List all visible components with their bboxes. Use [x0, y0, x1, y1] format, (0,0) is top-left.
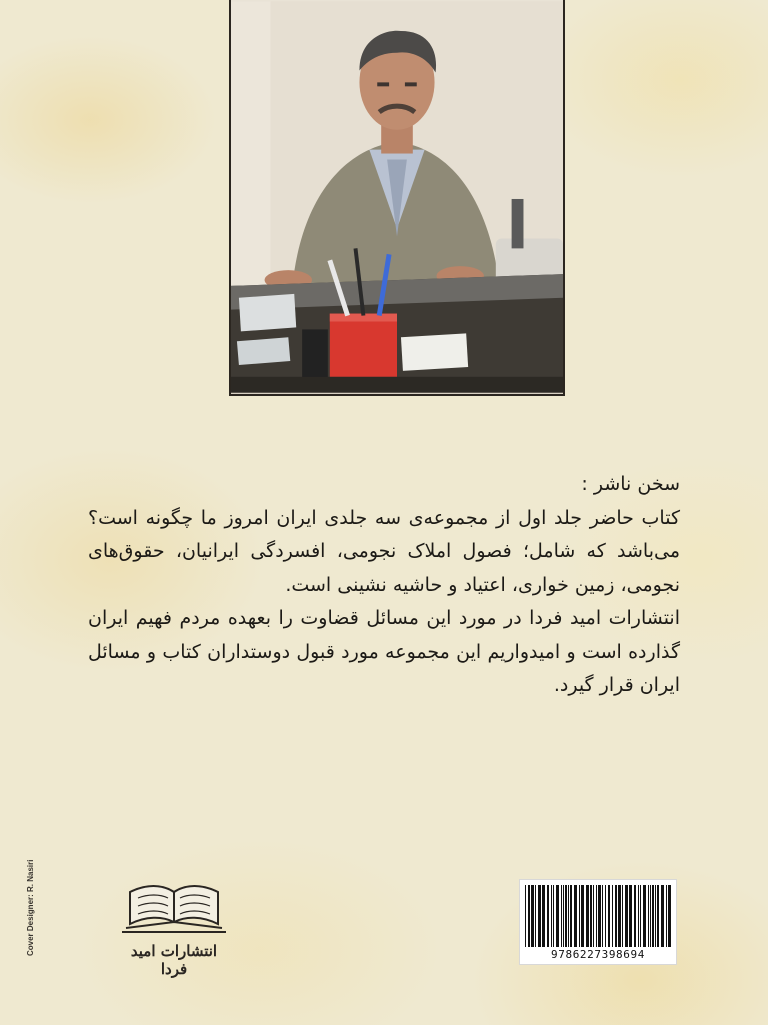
open-book-icon	[118, 876, 230, 936]
barcode-bar	[568, 885, 569, 947]
barcode-bar	[598, 885, 601, 947]
barcode-bar	[565, 885, 567, 947]
barcode-bar	[556, 885, 559, 947]
barcode-bar	[528, 885, 530, 947]
barcode-bar	[542, 885, 545, 947]
barcode-bar	[618, 885, 621, 947]
isbn-barcode	[519, 879, 677, 965]
barcode-bar	[590, 885, 592, 947]
barcode-bar	[563, 885, 564, 947]
barcode-bar	[581, 885, 584, 947]
barcode-bar	[640, 885, 641, 947]
cover-designer-credit: Cover Designer: R. Nasiri	[26, 859, 35, 956]
isbn-number: 9786227398694	[551, 948, 645, 961]
barcode-bar	[655, 885, 656, 947]
barcode-bar	[561, 885, 562, 947]
barcode-bar	[643, 885, 646, 947]
barcode-bar	[625, 885, 628, 947]
barcode-bar	[650, 885, 651, 947]
barcode-bar	[570, 885, 572, 947]
barcode-bar	[551, 885, 552, 947]
barcode-bar	[574, 885, 577, 947]
barcode-bar	[661, 885, 664, 947]
barcode-bar	[629, 885, 632, 947]
barcode-bar	[634, 885, 636, 947]
barcode-bar	[553, 885, 554, 947]
author-photo	[229, 0, 565, 396]
barcode-bar	[605, 885, 606, 947]
barcode-bar	[596, 885, 597, 947]
author-photo-illustration	[231, 0, 563, 394]
publisher-note	[88, 468, 680, 703]
barcode-bar	[612, 885, 613, 947]
barcode-bar	[531, 885, 534, 947]
barcode-bar	[547, 885, 549, 947]
publisher-logo	[118, 876, 230, 978]
barcode-bar	[666, 885, 667, 947]
barcode-bar	[525, 885, 526, 947]
barcode-bar	[615, 885, 617, 947]
barcode-bar	[602, 885, 603, 947]
barcode-bar	[668, 885, 671, 947]
publisher-name: انتشارات امید فردا	[130, 942, 218, 978]
barcode-bar	[652, 885, 654, 947]
barcode-bar	[657, 885, 659, 947]
barcode-bar	[622, 885, 623, 947]
barcode-bar	[648, 885, 649, 947]
publisher-note-heading: سخن ناشر :	[581, 473, 680, 495]
barcode-bar	[638, 885, 639, 947]
barcode-bar	[608, 885, 610, 947]
barcode-bar	[593, 885, 594, 947]
barcode-bars	[525, 885, 673, 947]
publisher-note-paragraph-2: انتشارات امید فردا در مورد این مسائل قضاوت را بعهده مردم فهیم ایران گذارده است و امیدواریم این مجموعه مورد قبول دوستداران کتاب و مسائل ایران قرار گیرد.	[88, 607, 680, 696]
barcode-bar	[586, 885, 589, 947]
barcode-bar	[538, 885, 541, 947]
publisher-note-paragraph-1: کتاب حاضر جلد اول از مجموعه‌ی سه جلدی ایران امروز ما چگونه است؟ می‌باشد که شامل؛ فصول املاک نجومی، افسردگی ایرانیان، حقوق‌های نجومی، زمین خواری، اعتیاد و حاشیه نشینی است.	[88, 506, 680, 596]
barcode-bar	[535, 885, 536, 947]
barcode-bar	[579, 885, 580, 947]
